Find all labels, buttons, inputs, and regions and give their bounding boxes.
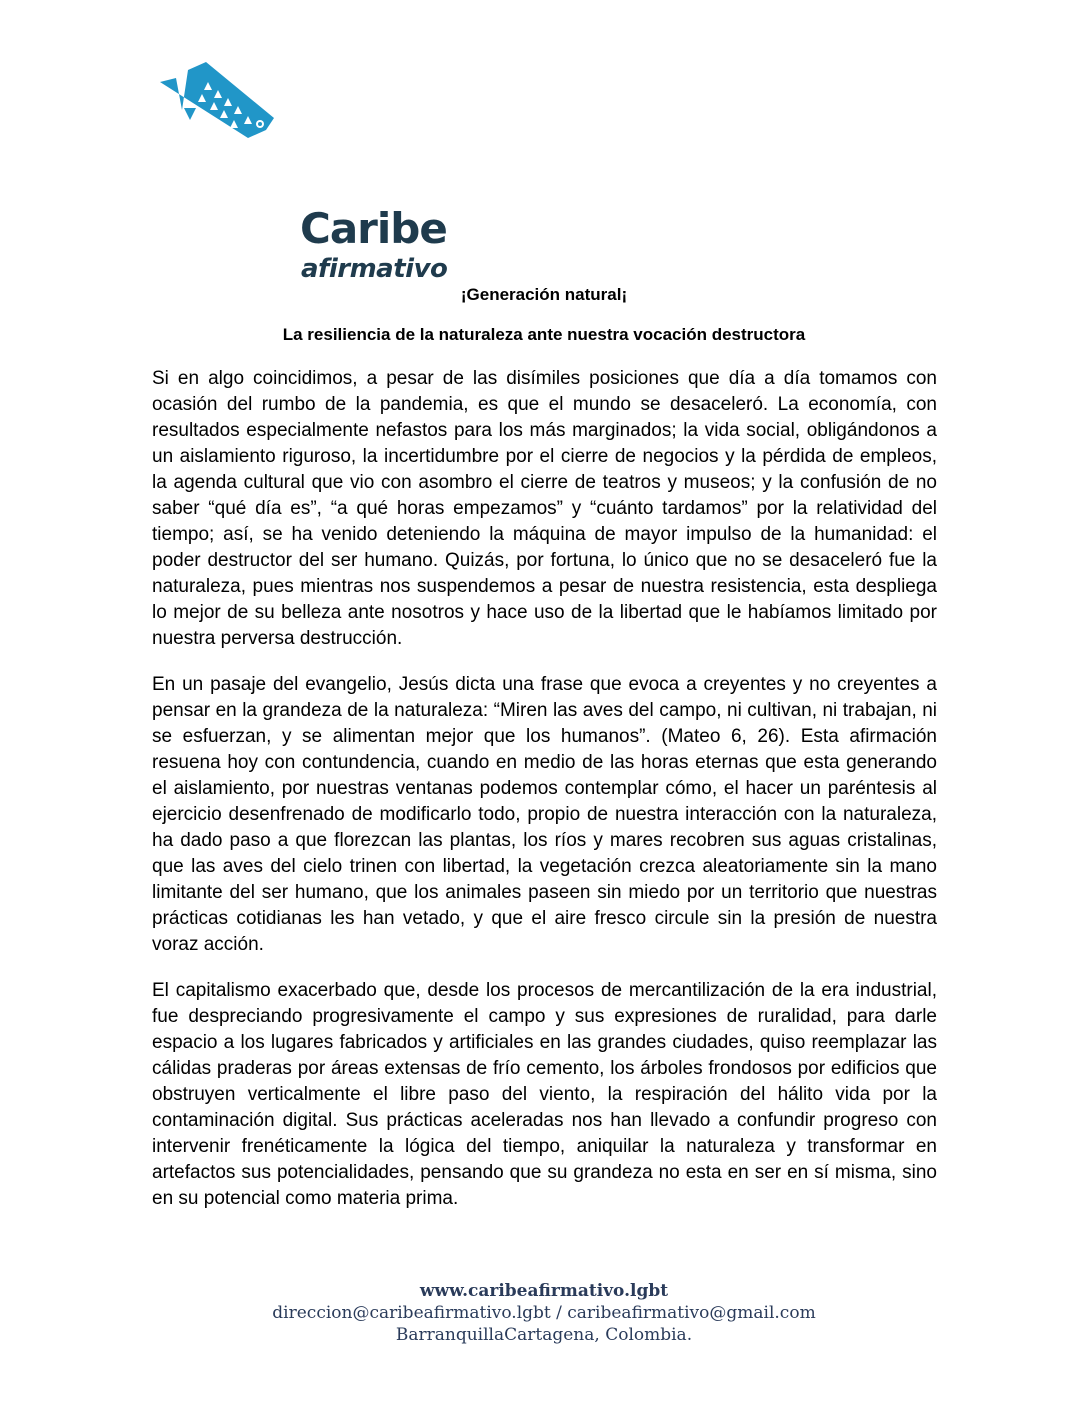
footer-website-link[interactable]: www.caribeafirmativo.lgbt xyxy=(419,1281,669,1301)
caribe-afirmativo-logo xyxy=(148,60,448,284)
fish-logo-icon xyxy=(148,60,288,150)
paragraph: El capitalismo exacerbado que, desde los procesos de mercantilización de la era industrial, fue despreciando progresivamente el campo y sus expresiones de ruralidad, para darle espacio a los lugares fabricados y artificiales en las grandes ciudades, quiso reemplazar las cálidas praderas por áreas extensas de frío cemento, los árboles frondosos por edificios que obstruyen verticalmente el libre paso del viento, la respiración del hálito vida por la contaminación digital. Sus prácticas aceleradas nos han llevado a confundir progreso con intervenir frenéticamente la lógica del tiempo, aniquilar la naturaleza y transformar en artefactos sus potencialidades, pensando que su grandeza no esta en ser en sí misma, sino en su potencial como materia prima. xyxy=(152,980,937,1209)
footer-location: BarranquillaCartagena, Colombia. xyxy=(395,1325,693,1345)
page-footer xyxy=(0,1280,1088,1346)
document-subtitle: La resiliencia de la naturaleza ante nuestra vocación destructora xyxy=(282,325,806,344)
document-title: ¡Generación natural¡ xyxy=(460,285,628,304)
paragraph: Si en algo coincidimos, a pesar de las disímiles posiciones que día a día tomamos con ocasión del rumbo de la pandemia, es que el mundo se desaceleró. La economía, con resultados especialmente nefastos para los más marginados; la vida social, obligándonos a un aislamiento riguroso, la incertidumbre por el cierre de negocios y la pérdida de empleos, la agenda cultural que vio con asombro el cierre de teatros y museos; y la confusión de no saber “qué día es”, “a qué horas empezamos” y “cuánto tardamos” por la relatividad del tiempo; así, se ha venido deteniendo la máquina de mayor impulso de la humanidad: el poder destructor del ser humano. Quizás, por fortuna, lo único que no se desaceleró fue la naturaleza, pues mientras nos suspendemos a pesar de nuestra resistencia, esta despliega lo mejor de su belleza ante nosotros y hace uso de la libertad que le habíamos limitado por nuestra perversa destrucción. xyxy=(152,368,937,649)
paragraph: En un pasaje del evangelio, Jesús dicta una frase que evoca a creyentes y no creyentes a pensar en la grandeza de la naturaleza: “Miren las aves del campo, ni cultivan, ni trabajan, ni se esfuerzan, y se alimentan mejor que los humanos”. (Mateo 6, 26). Esta afirmación resuena hoy con contundencia, cuando en medio de las horas eternas que esta generando el aislamiento, por nuestras ventanas podemos contemplar cómo, el hacer un paréntesis al ejercicio desenfrenado de modificarlo todo, propio de nuestra interacción con la naturaleza, ha dado paso a que florezcan las plantas, los ríos y mares recobren sus aguas cristalinas, que las aves del cielo trinen con libertad, la vegetación crezca aleatoriamente sin la mano limitante del ser humano, que los animales paseen sin miedo por un territorio que nuestras prácticas cotidianas les han vetado, y que el aire fresco circule sin la presión de nuestra voraz acción. xyxy=(152,674,937,955)
logo-name-sub: afirmativo xyxy=(301,254,448,284)
logo-name-main: Caribe xyxy=(300,204,447,253)
footer-emails[interactable]: direccion@caribeafirmativo.lgbt / caribeafirmativo@gmail.com xyxy=(272,1303,816,1323)
document-body xyxy=(152,366,937,1232)
